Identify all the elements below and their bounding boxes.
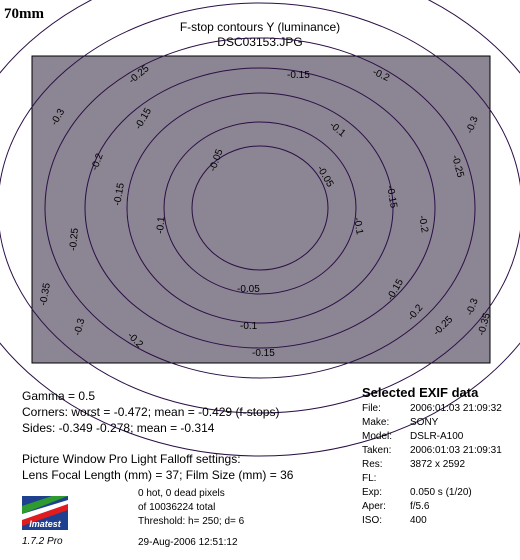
gamma-text: Gamma = 0.5 xyxy=(22,389,96,403)
exif-row: Make: SONY xyxy=(362,417,439,428)
pixels-line1: 0 hot, 0 dead pixels xyxy=(138,488,225,499)
contour-plot xyxy=(32,56,493,363)
contour-label: -0.1 xyxy=(240,321,258,332)
exif-row: FL: xyxy=(362,473,377,484)
sides-text: Sides: -0.349 -0.278; mean = -0.314 xyxy=(22,421,215,435)
exif-row: ISO: 400 xyxy=(362,515,427,526)
exif-row: Model: DSLR-A100 xyxy=(362,431,464,442)
contour-label: -0.05 xyxy=(207,147,226,174)
contour-label: -0.25 xyxy=(68,227,81,252)
corners-text: Corners: worst = -0.472; mean = -0.429 (f-stops) xyxy=(22,405,280,419)
contour-label: -0.2 xyxy=(89,152,106,173)
contour-label: -0.1 xyxy=(351,216,365,236)
pixels-line2: of 10036224 total xyxy=(138,502,216,513)
file-name: DSC03153.JPG xyxy=(217,35,303,49)
exif-row: Aper: f/5.6 xyxy=(362,501,430,512)
contour-label: -0.05 xyxy=(314,164,336,190)
contour-label: -0.3 xyxy=(49,107,68,128)
contour-label: -0.3 xyxy=(464,297,481,318)
settings-text: Lens Focal Length (mm) = 37; Film Size (mm) = 36 xyxy=(22,468,294,482)
imatest-logo xyxy=(22,496,68,530)
contour-label: -0.35 xyxy=(38,282,53,307)
contour-label: -0.1 xyxy=(327,119,348,140)
contour-label: -0.2 xyxy=(405,302,426,323)
chart-title: F-stop contours Y (luminance) xyxy=(179,20,341,34)
contour-label: -0.15 xyxy=(112,182,127,207)
version-text: 1.7.2 Pro xyxy=(22,536,63,547)
contour-label: -0.15 xyxy=(133,106,154,132)
contour-label: -0.3 xyxy=(464,115,481,136)
settings-title: Picture Window Pro Light Falloff settings: xyxy=(22,452,241,466)
exif-heading: Selected EXIF data xyxy=(362,385,479,400)
contour-label: -0.15 xyxy=(385,277,406,303)
contour-label: -0.25 xyxy=(431,314,456,339)
contour-label: -0.1 xyxy=(155,216,168,235)
contour-label: -0.3 xyxy=(72,317,88,337)
exif-row: File: 2006:01:03 21:09:32 xyxy=(362,403,502,414)
contour-label: -0.25 xyxy=(449,153,466,179)
contour-label: -0.15 xyxy=(252,348,275,359)
exif-row: Exp: 0.050 s (1/20) xyxy=(362,487,472,498)
contour-label: -0.15 xyxy=(287,70,310,81)
focal-length-label: 70mm xyxy=(4,6,44,22)
contour-label: -0.35 xyxy=(476,311,493,337)
timestamp: 29-Aug-2006 12:51:12 xyxy=(138,537,238,548)
exif-row: Res: 3872 x 2592 xyxy=(362,459,466,470)
plot-background xyxy=(32,56,490,363)
contour-label: -0.05 xyxy=(237,284,260,295)
contour-label: -0.15 xyxy=(384,184,399,209)
pixels-line3: Threshold: h= 250; d= 6 xyxy=(138,516,245,527)
exif-row: Taken: 2006:01:03 21:09:31 xyxy=(362,445,502,456)
contour-label: -0.2 xyxy=(370,66,392,85)
contour-label: -0.25 xyxy=(126,63,152,87)
contour-label: -0.2 xyxy=(416,214,430,234)
logo-text: Imatest xyxy=(29,519,61,529)
contour-label: -0.2 xyxy=(124,330,145,351)
